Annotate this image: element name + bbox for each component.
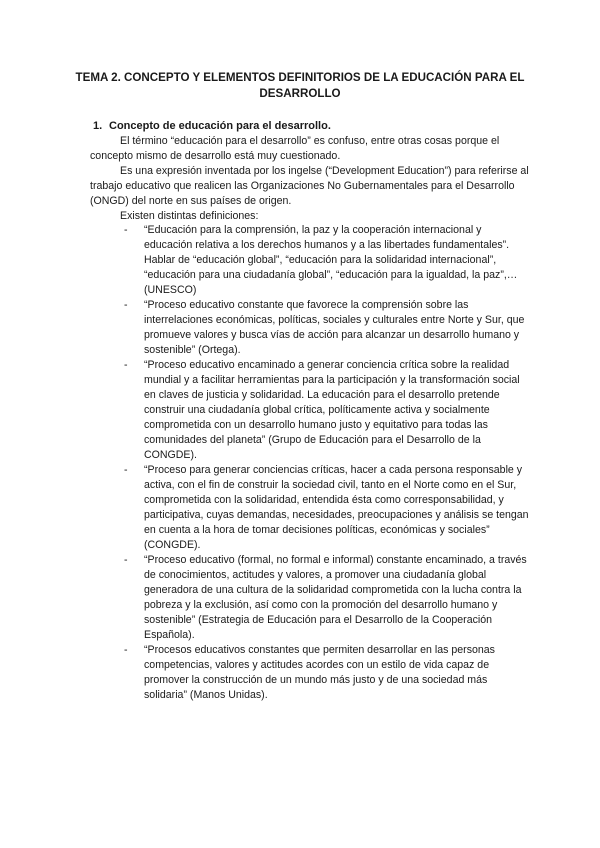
section-heading (93, 119, 331, 134)
document-title: TEMA 2. CONCEPTO Y ELEMENTOS DEFINITORIOS DE LA EDUCACIÓN PARA EL DESARROLLO (75, 71, 525, 100)
definitions-list (0, 223, 600, 703)
section-heading-text: Concepto de educación para el desarrollo. (109, 120, 331, 132)
list-bullet: - (124, 464, 128, 476)
definition-text: “Proceso educativo constante que favorece la comprensión sobre las interrelaciones económicas, políticas, sociales y culturales entre Norte y Sur, que promueve valores y busca vías de acción para alcanzar un desarrollo humano y sostenible” (Ortega). (144, 299, 525, 356)
list-bullet: - (124, 554, 128, 566)
definition-text: “Procesos educativos constantes que permiten desarrollar en las personas competencias, valores y actitudes acordes con un estilo de vida capaz de promover la construcción de un mundo más justo y de una sociedad más solidaria” (Manos Unidas). (144, 644, 495, 701)
list-item (124, 298, 532, 358)
definition-text: “Proceso educativo encaminado a generar conciencia crítica sobre la realidad mundial y a facilitar herramientas para la participación y la transformación social en claves de justicia y solidaridad. La educación para el desarrollo pretende construir una ciudadanía global crítica, políticamente activa y socialmente comprometida con un desarrollo humano justo y equitativo para todas las comunidades del planeta” (Grupo de Educación para el Desarrollo de la CONGDE). (144, 359, 520, 461)
definition-text: “Proceso educativo (formal, no formal e informal) constante encaminado, a través de conocimientos, actitudes y valores, a promover una ciudadanía global generadora de una cultura de la solidaridad comprometida con la lucha contra la pobreza y la exclusión, así como con la promoción del desarrollo humano y sostenible” (Estrategia de Educación para el Desarrollo de la Cooperación Española). (144, 554, 527, 641)
list-item (124, 643, 532, 703)
list-bullet: - (124, 224, 128, 236)
paragraph-origin: Es una expresión inventada por los ingelse (“Development Education”) para referirse al trabajo educativo que realicen las Organizaciones No Gubernamentales para el Desarrollo (ONGD) del norte en sus países de origen. (90, 165, 529, 207)
list-bullet: - (124, 644, 128, 656)
list-item (124, 553, 532, 643)
paragraph-intro: El término “educación para el desarrollo” es confuso, entre otras cosas porque el concepto mismo de desarrollo está muy cuestionado. (90, 135, 500, 162)
list-bullet: - (124, 299, 128, 311)
list-item (124, 463, 532, 553)
list-bullet: - (124, 359, 128, 371)
paragraph-definitions-intro: Existen distintas definiciones: (120, 210, 259, 222)
definition-text: “Proceso para generar conciencias críticas, hacer a cada persona responsable y activa, con el fin de construir la sociedad civil, tanto en el Norte como en el Sur, comprometida con la solidaridad, entendida ésta como corresponsabilidad, y participativa, cuyas demandas, necesidades, preocupaciones y análisis se tengan en cuenta a la hora de tomar decisiones políticas, económicas y sociales” (CONGDE). (144, 464, 529, 551)
definition-text: “Educación para la comprensión, la paz y la cooperación internacional y educación relativa a los derechos humanos y a las libertades fundamentales”. Hablar de “educación global”, “educación para la solidaridad internacional”, “educación para una ciudadanía global”, “educación para la igualdad, la paz”,… (UNESCO) (144, 224, 518, 296)
section-number: 1. (93, 120, 103, 132)
list-item (124, 358, 532, 463)
list-item (124, 223, 532, 298)
